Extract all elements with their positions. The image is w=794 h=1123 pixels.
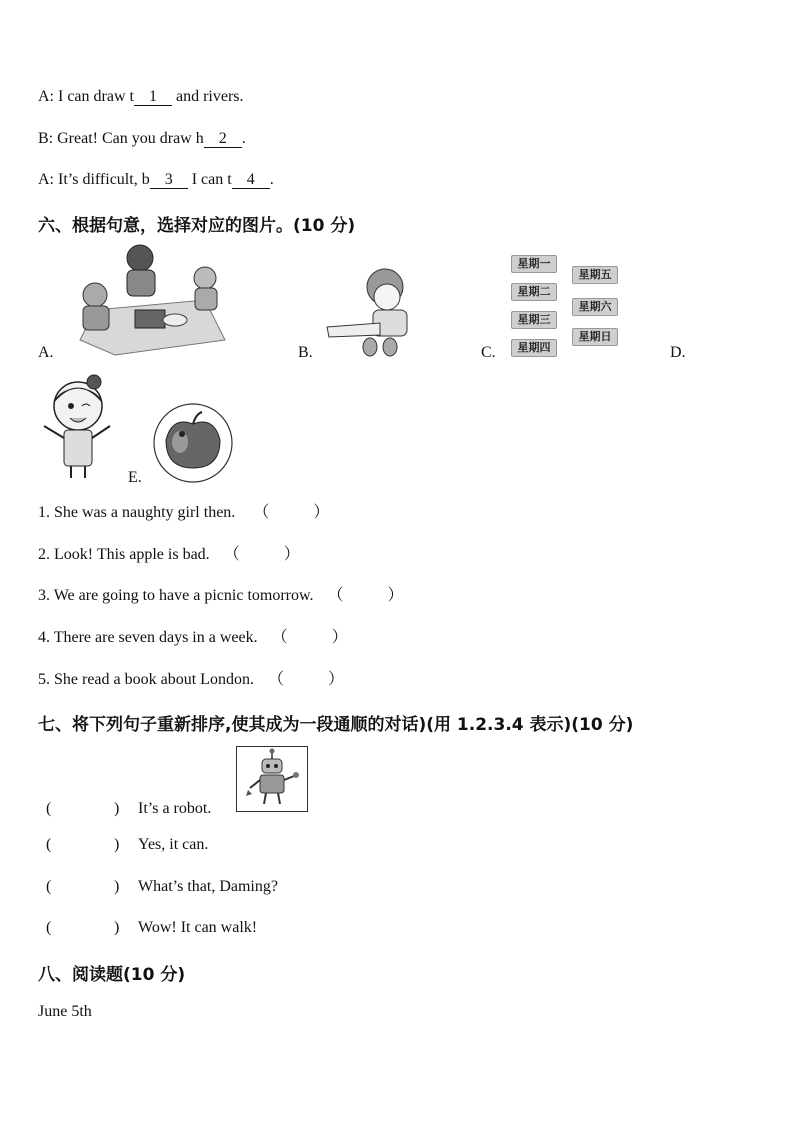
option-d-label: D.	[670, 344, 686, 361]
question-3	[38, 586, 404, 606]
answer-paren-open: （	[253, 504, 270, 521]
answer-paren-close: ）	[387, 587, 404, 604]
answer-paren-open: （	[327, 587, 344, 604]
dialogue-line-1	[38, 87, 244, 107]
dialogue-suffix: .	[269, 171, 274, 188]
answer-paren-close: ）	[283, 546, 300, 563]
bad-apple-picture	[152, 402, 234, 484]
section-8-title: 八、阅读题(10 分)	[38, 965, 186, 985]
order-line-2	[46, 836, 208, 854]
order-paren-open: (	[46, 878, 52, 895]
robot-picture	[236, 746, 308, 812]
order-paren-close: )	[114, 836, 120, 853]
answer-paren-open: （	[271, 629, 288, 646]
dialogue-prefix: A: It’s difficult, b	[38, 171, 150, 188]
order-paren-open: (	[46, 919, 52, 936]
answer-blank[interactable]: 4	[232, 171, 270, 189]
dialogue-suffix: .	[241, 130, 246, 147]
weekday-card: 星期四	[511, 339, 557, 357]
order-sentence: It’s a robot.	[138, 800, 212, 817]
weekday-card: 星期日	[572, 328, 618, 346]
dialogue-prefix: A: I can draw t	[38, 88, 134, 105]
question-text: 4. There are seven days in a week.	[38, 629, 258, 646]
order-sentence: Wow! It can walk!	[138, 919, 258, 936]
reading-boy-picture	[325, 265, 430, 360]
order-paren-open: (	[46, 800, 52, 817]
picnic-picture	[55, 240, 227, 358]
option-e-label: E.	[128, 469, 142, 486]
weekday-card: 星期三	[511, 311, 557, 329]
dialogue-middle: I can t	[187, 171, 232, 188]
order-line-1	[46, 800, 211, 818]
order-paren-close: )	[114, 878, 120, 895]
answer-blank[interactable]: 3	[150, 171, 188, 189]
question-text: 1. She was a naughty girl then.	[38, 504, 236, 521]
question-text: 2. Look! This apple is bad.	[38, 546, 210, 563]
answer-paren-open: （	[267, 671, 284, 688]
weekday-card: 星期一	[511, 255, 557, 273]
weekday-card: 星期六	[572, 298, 618, 316]
answer-paren-close: ）	[313, 504, 330, 521]
question-text: 3. We are going to have a picnic tomorrow.	[38, 587, 314, 604]
section-6-title: 六、根据句意，选择对应的图片。(10 分)	[38, 216, 356, 236]
question-4	[38, 628, 348, 648]
weekday-card: 星期五	[572, 266, 618, 284]
question-1	[38, 503, 329, 523]
order-line-3	[46, 878, 278, 896]
dialogue-suffix: and rivers.	[171, 88, 244, 105]
order-sentence: What’s that, Daming?	[138, 878, 278, 895]
order-sentence: Yes, it can.	[138, 836, 209, 853]
answer-paren-open: （	[223, 546, 240, 563]
naughty-girl-picture	[38, 372, 116, 484]
question-2	[38, 545, 300, 565]
question-text: 5. She read a book about London.	[38, 671, 254, 688]
order-paren-close: )	[114, 919, 120, 936]
answer-paren-close: ）	[331, 629, 348, 646]
question-5	[38, 670, 344, 690]
section-7-title: 七、将下列句子重新排序,使其成为一段通顺的对话)(用 1.2.3.4 表示)(10 分)	[38, 715, 634, 735]
answer-paren-close: ）	[327, 671, 344, 688]
answer-blank[interactable]: 2	[204, 130, 242, 148]
dialogue-line-3	[38, 170, 274, 190]
order-paren-close: )	[114, 800, 120, 817]
reading-date: June 5th	[38, 1003, 92, 1020]
order-paren-open: (	[46, 836, 52, 853]
option-c-label: C.	[481, 344, 496, 361]
option-b-label: B.	[298, 344, 313, 361]
order-line-4	[46, 919, 257, 937]
weekday-card: 星期二	[511, 283, 557, 301]
dialogue-line-2	[38, 129, 246, 149]
option-a-label: A.	[38, 344, 54, 361]
dialogue-prefix: B: Great! Can you draw h	[38, 130, 204, 147]
answer-blank[interactable]: 1	[134, 88, 172, 106]
